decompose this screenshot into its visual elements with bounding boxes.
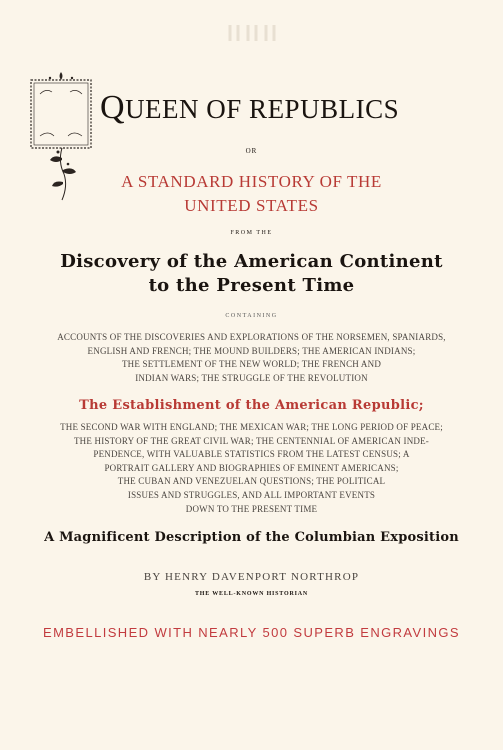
war-line: DOWN TO THE PRESENT TIME xyxy=(185,503,318,514)
war-lines-block xyxy=(12,421,491,516)
war-line: PORTRAIT GALLERY AND BIOGRAPHIES OF EMINENT AMERICANS; xyxy=(104,462,399,473)
accounts-line: THE SETTLEMENT OF THE NEW WORLD; THE FRENCH AND xyxy=(121,359,382,370)
subtitle-line-2: UNITED STATES xyxy=(184,196,319,215)
or-connector: OR xyxy=(245,147,258,155)
discovery-line-2: to the Present Time xyxy=(148,275,355,296)
author-title: THE WELL-KNOWN HISTORIAN xyxy=(195,591,308,597)
columbian-exposition-heading: A Magnificent Description of the Columbian Exposition xyxy=(44,530,459,545)
accounts-line: ENGLISH AND FRENCH; THE MOUND BUILDERS; THE AMERICAN INDIANS; xyxy=(87,345,416,356)
war-line: THE HISTORY OF THE GREAT CIVIL WAR; THE CENTENNIAL OF AMERICAN INDE- xyxy=(73,435,429,446)
main-title-rest: UEEN OF REPUBLICS xyxy=(125,94,400,124)
war-line: PENDENCE, WITH VALUABLE STATISTICS FROM THE LATEST CENSUS; A xyxy=(93,449,410,460)
from-the-connector: FROM THE xyxy=(230,230,273,236)
engravings-note: EMBELLISHED WITH NEARLY 500 SUPERB ENGRAVINGS xyxy=(43,625,460,640)
establishment-heading: The Establishment of the American Republic; xyxy=(79,398,424,413)
accounts-line: INDIAN WARS; THE STRUGGLE OF THE REVOLUTION xyxy=(135,372,368,383)
accounts-block xyxy=(12,331,491,385)
faint-stamp-icon xyxy=(222,22,282,44)
containing-connector: CONTAINING xyxy=(225,313,278,319)
discovery-line-1: Discovery of the American Continent xyxy=(60,251,443,272)
war-line: THE SECOND WAR WITH ENGLAND; THE MEXICAN WAR; THE LONG PERIOD OF PEACE; xyxy=(60,422,443,432)
war-line: THE CUBAN AND VENEZUELAN QUESTIONS; THE POLITICAL xyxy=(117,476,386,487)
war-line: ISSUES AND STRUGGLES, AND ALL IMPORTANT EVENTS xyxy=(127,489,376,500)
author-line: BY HENRY DAVENPORT NORTHROP xyxy=(143,571,360,583)
subtitle-line-1: A STANDARD HISTORY OF THE xyxy=(121,172,382,191)
main-title xyxy=(100,89,500,127)
main-title-initial: Q xyxy=(100,89,126,126)
accounts-line: ACCOUNTS OF THE DISCOVERIES AND EXPLORATIONS OF THE NORSEMEN, SPANIARDS, xyxy=(57,332,446,342)
